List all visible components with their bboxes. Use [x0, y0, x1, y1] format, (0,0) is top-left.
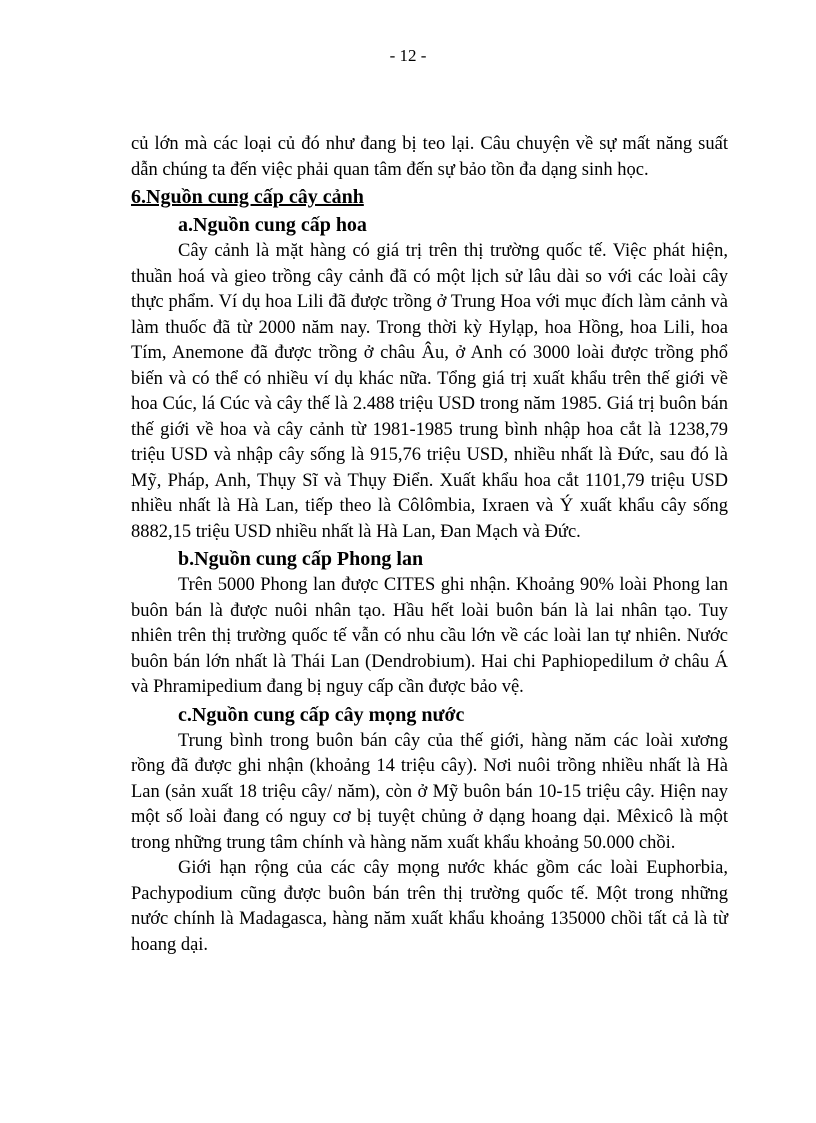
paragraph-succulents-1: Trung bình trong buôn bán cây của thế giới, hàng năm các loài xương rồng đã được ghi nhận (khoảng 14 triệu cây). Nơi nuôi trồng nhiều nhất là Hà Lan (sản xuất 18 triệu cây/ năm), còn ở Mỹ buôn bán 10-15 triệu cây. Hiện nay một số loài đang có nguy cơ bị tuyệt chủng ở dạng hoang dại. Mêxicô là một trong những trung tâm chính và hàng năm xuất khẩu khoảng 50.000 chồi. — [131, 730, 728, 853]
subsection-heading-flowers: a.Nguồn cung cấp hoa — [178, 214, 367, 236]
page-number: - 12 - — [389, 46, 427, 65]
intro-paragraph: củ lớn mà các loại củ đó như đang bị teo lại. Câu chuyện về sự mất năng suất dẫn chúng ta đến việc phải quan tâm đến sự bảo tồn đa dạng sinh học. — [131, 134, 728, 180]
subsection-heading-succulents: c.Nguồn cung cấp cây mọng nước — [178, 703, 465, 726]
paragraph-orchids: Trên 5000 Phong lan được CITES ghi nhận. Khoảng 90% loài Phong lan buôn bán là được nuôi nhân tạo. Hầu hết loài buôn bán là lai nhân tạo. Tuy nhiên trên thị trường quốc tế vẫn có nhu cầu lớn về các loài lan tự nhiên. Nước buôn bán lớn nhất là Thái Lan (Dendrobium). Hai chi Paphiopedilum ở châu Á và Phramipedium đang bị nguy cấp cần được bảo vệ. — [131, 575, 728, 697]
subsection-heading-orchids: b.Nguồn cung cấp Phong lan — [178, 548, 424, 570]
paragraph-succulents-2: Giới hạn rộng của các cây mọng nước khác gồm các loài Euphorbia, Pachypodium cũng được buôn bán trên thị trường quốc tế. Một trong những nước chính là Madagasca, hàng năm xuất khẩu khoảng 135000 chồi tất cả là từ hoang dại. — [131, 858, 728, 955]
paragraph-flowers: Cây cảnh là mặt hàng có giá trị trên thị trường quốc tế. Việc phát hiện, thuần hoá và gieo trồng cây cảnh đã có một lịch sử lâu dài so với các loài cây thực phẩm. Ví dụ hoa Lili đã được trồng ở Trung Hoa với mục đích làm cảnh và làm thuốc đã từ 2000 năm nay. Trong thời kỳ Hylạp, hoa Hồng, hoa Lili, hoa Tím, Anemone đã được trồng ở châu Âu, ở Anh có 3000 loài được trồng phổ biến và có thể có nhiều ví dụ khác nữa. Tổng giá trị xuất khẩu trên thế giới về hoa Cúc, lá Cúc và cây thế là 2.488 triệu USD trong năm 1985. Giá trị buôn bán thế giới về hoa và cây cảnh từ 1981-1985 trung bình nhập hoa cắt là 1238,79 triệu USD và nhập cây sống là 915,76 triệu USD, nhiều nhất là Đức, sau đó là Mỹ, Pháp, Anh, Thụy Sĩ và Thụy Điển. Xuất khẩu hoa cắt 1101,79 triệu USD nhiều nhất là Hà Lan, tiếp theo là Côlômbia, Ixraen và Ý xuất khẩu cây sống 8882,15 triệu USD nhiều nhất là Hà Lan, Đan Mạch và Đức. — [131, 241, 728, 542]
section-heading: 6.Nguồn cung cấp cây cảnh — [131, 186, 364, 208]
page-body — [131, 132, 728, 958]
